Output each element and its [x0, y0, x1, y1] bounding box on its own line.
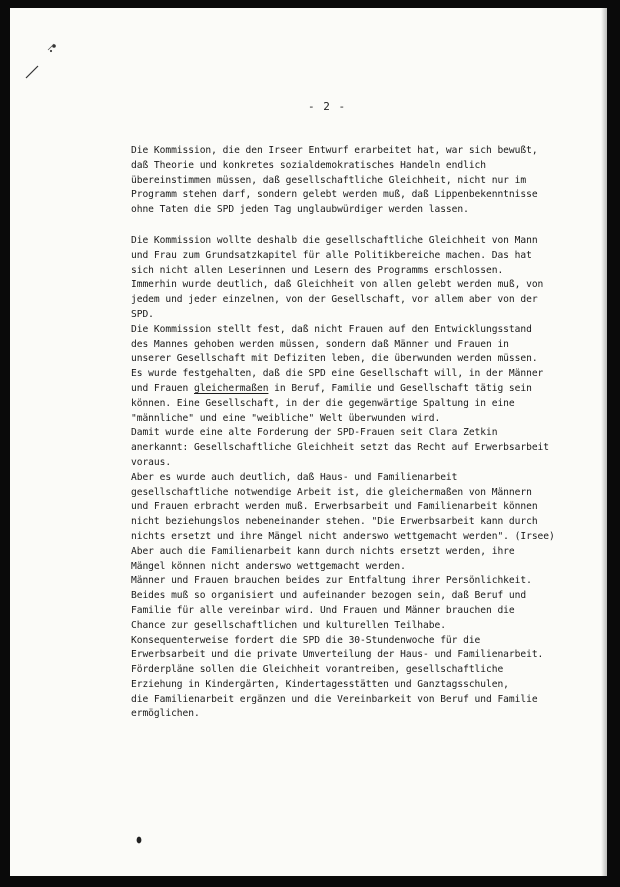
text-line: Es wurde festgehalten, daß die SPD eine Gesellschaft will, in der Männer — [131, 368, 544, 380]
text-line: und Frau zum Grundsatzkapitel für alle Politikbereiche machen. Das hat — [131, 249, 532, 261]
text-line: Programm stehen darf, sondern gelebt werden muß, daß Lippenbekenntnisse — [131, 189, 538, 201]
text-line: Aber es wurde auch deutlich, daß Haus- und Familienarbeit — [131, 471, 458, 483]
scan-mark-bottom-left — [134, 834, 144, 846]
text-line: ermöglichen. — [131, 708, 200, 720]
text-line-with-underline — [131, 382, 601, 397]
text-line: Chance zur gesellschaftlichen und kulturellen Teilhabe. — [131, 619, 446, 631]
text-segment: und Frauen — [131, 382, 194, 394]
text-line: gesellschaftliche notwendige Arbeit ist, die gleichermaßen von Männern — [131, 486, 532, 498]
text-segment: in Beruf, Familie und Gesellschaft tätig sein — [268, 382, 532, 394]
text-line: jedem und jeder einzelnen, von der Gesellschaft, vor allem aber von der — [131, 294, 538, 306]
paragraph-2 — [131, 234, 601, 722]
text-line: Erziehung in Kindergärten, Kindertagesstätten und Ganztagsschulen, — [131, 678, 509, 690]
text-line: und Frauen erbracht werden muß. Erwerbsarbeit und Familienarbeit können — [131, 501, 538, 513]
text-line: können. Eine Gesellschaft, in der die gegenwärtige Spaltung in eine — [131, 397, 515, 409]
text-line: Aber auch die Familienarbeit kann durch nichts ersetzt werden, ihre — [131, 545, 515, 557]
text-line: Die Kommission wollte deshalb die gesellschaftliche Gleichheit von Mann — [131, 234, 538, 246]
text-line: Beides muß so organisiert und aufeinander bezogen sein, daß Beruf und — [131, 590, 527, 602]
text-line: übereinstimmen müssen, daß gesellschaftliche Gleichheit, nicht nur im — [131, 174, 527, 186]
text-line: nichts ersetzt und ihre Mängel nicht anderswo wettgemacht werden". (Irsee) — [131, 530, 555, 542]
text-line: Familie für alle vereinbar wird. Und Frauen und Männer brauchen die — [131, 604, 515, 616]
document-page — [10, 8, 607, 876]
text-line: Erwerbsarbeit und die private Umverteilung der Haus- und Familienarbeit. — [131, 649, 544, 661]
text-line: Förderpläne sollen die Gleichheit vorantreiben, gesellschaftliche — [131, 664, 504, 676]
text-line: sich nicht allen Leserinnen und Lesern des Programms erschlossen. — [131, 264, 504, 276]
text-line: Mängel können nicht anderswo wettgemacht werden. — [131, 560, 406, 572]
text-line: voraus. — [131, 456, 172, 468]
text-line: "männliche" und eine "weibliche" Welt überwunden wird. — [131, 412, 441, 424]
text-line: ohne Taten die SPD jeden Tag unglaubwürdiger werden lassen. — [131, 204, 469, 216]
text-line: Männer und Frauen brauchen beides zur Entfaltung ihrer Persönlichkeit. — [131, 575, 532, 587]
page-number: - 2 - — [308, 100, 347, 113]
underlined-word: gleichermaßen — [194, 382, 269, 394]
text-line: Die Kommission stellt fest, daß nicht Frauen auf den Entwicklungsstand — [131, 323, 532, 335]
text-line: anerkannt: Gesellschaftliche Gleichheit setzt das Recht auf Erwerbsarbeit — [131, 442, 549, 454]
text-line: Die Kommission, die den Irseer Entwurf erarbeitet hat, war sich bewußt, — [131, 145, 538, 156]
page-edge-shadow — [601, 8, 607, 876]
text-line: nicht beziehungslos nebeneinander stehen. "Die Erwerbsarbeit kann durch — [131, 516, 538, 528]
scan-mark-top-left — [24, 38, 64, 82]
body-text — [131, 144, 601, 722]
text-line: Damit wurde eine alte Forderung der SPD-Frauen seit Clara Zetkin — [131, 427, 498, 439]
text-line: SPD. — [131, 308, 154, 320]
text-line: Konsequenterweise fordert die SPD die 30-Stundenwoche für die — [131, 634, 481, 646]
text-line: Immerhin wurde deutlich, daß Gleichheit von allen gelebt werden muß, von — [131, 279, 544, 291]
text-line: unserer Gesellschaft mit Defiziten leben, die überwunden werden müssen. — [131, 353, 538, 365]
text-line: des Mannes gehoben werden müssen, sondern daß Männer und Frauen in — [131, 338, 509, 350]
text-line: die Familienarbeit ergänzen und die Vereinbarkeit von Beruf und Familie — [131, 693, 538, 705]
paragraph-1 — [131, 144, 601, 218]
text-line: daß Theorie und konkretes sozialdemokratisches Handeln endlich — [131, 159, 487, 171]
